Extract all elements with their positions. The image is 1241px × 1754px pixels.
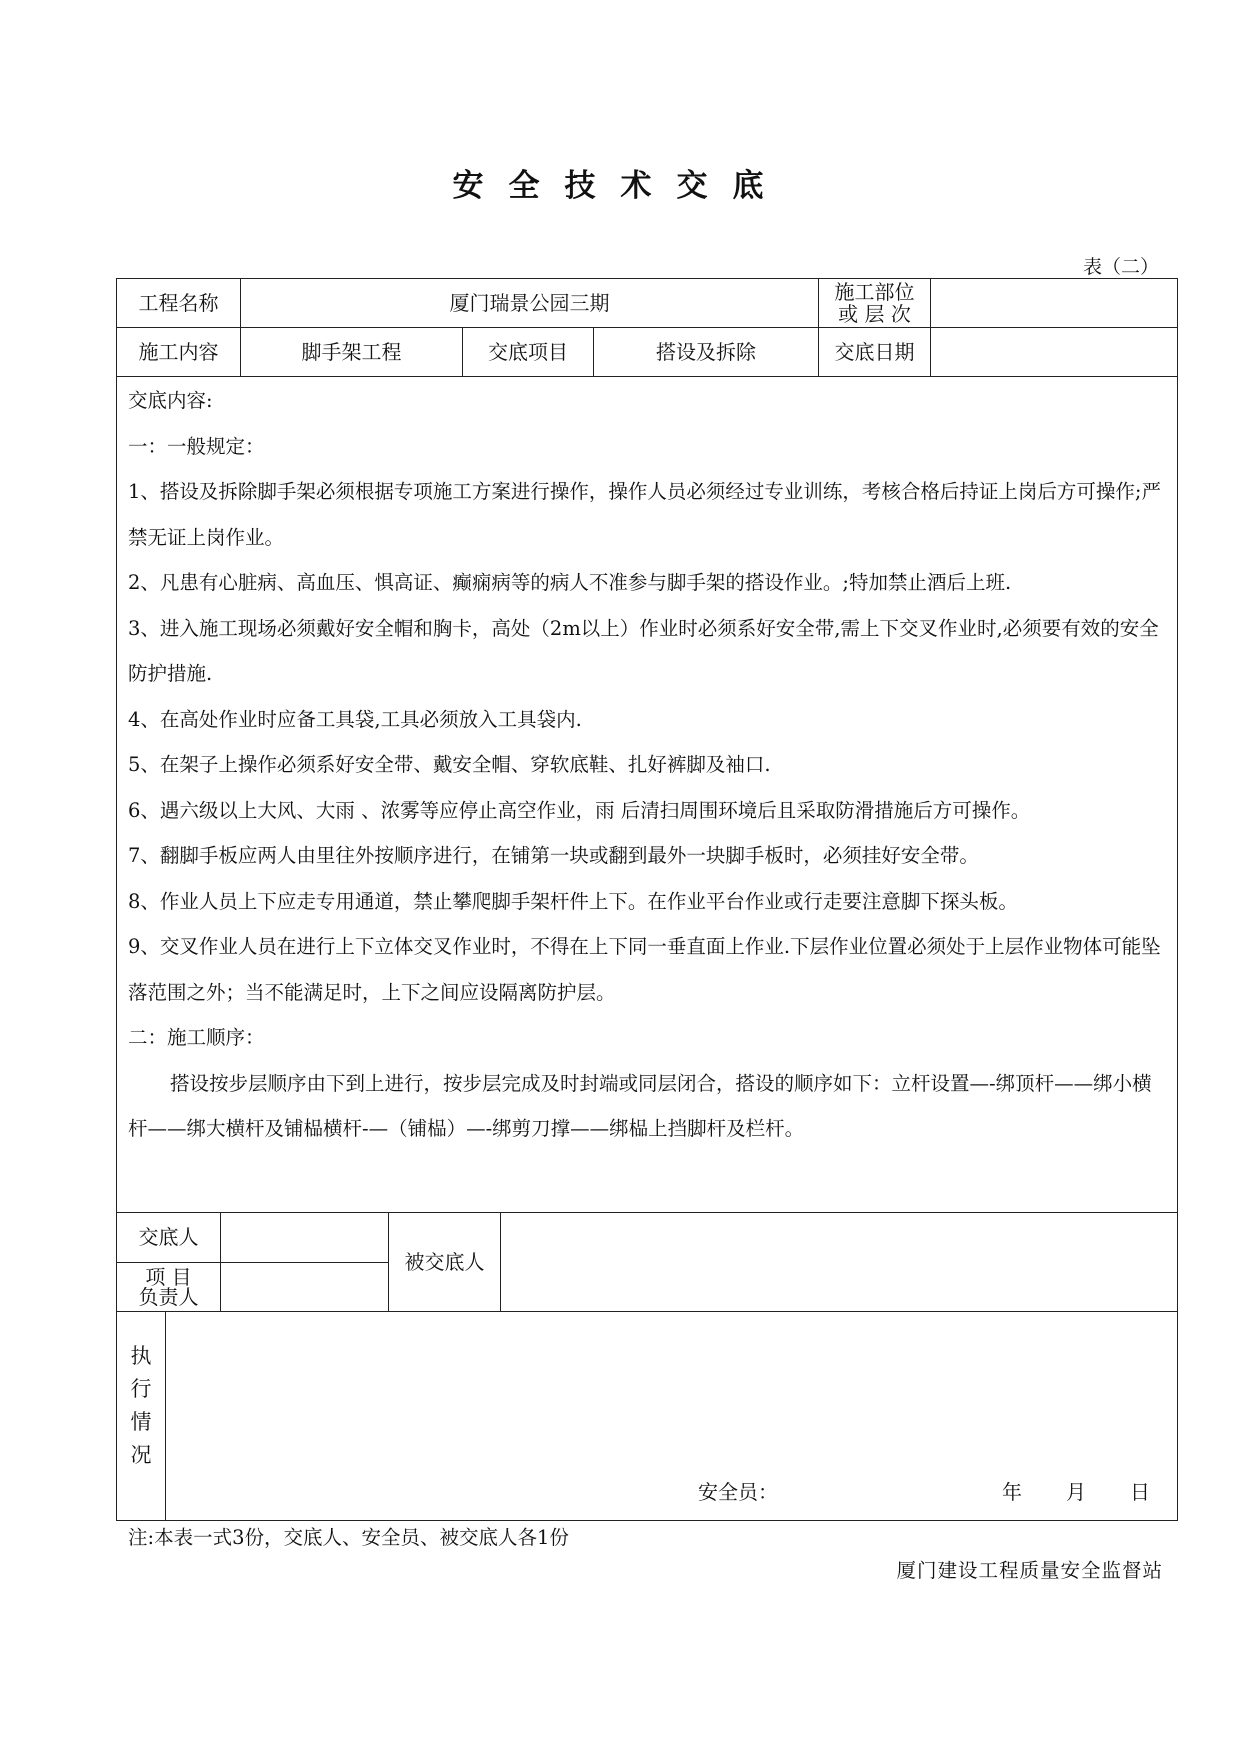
discloser-signature-field[interactable] — [221, 1213, 388, 1261]
rule-item: 2、凡患有心脏病、高血压、惧高证、癫痫病等的病人不准参与脚手架的搭设作业。;特加禁止酒后上班. — [128, 571, 1012, 594]
date-value — [931, 328, 1177, 376]
disclosure-content — [128, 378, 1168, 1152]
project-name-value: 厦门瑞景公园三期 — [449, 291, 610, 315]
location-label: 施工部位 或 层 次 — [834, 280, 915, 326]
item-label: 交底项目 — [488, 340, 568, 364]
issuing-organization: 厦门建设工程质量安全监督站 — [896, 1559, 1163, 1582]
discloser-label: 交底人 — [138, 1225, 199, 1249]
rule-item: 5、在架子上操作必须系好安全带、戴安全帽、穿软底鞋、扎好裤脚及袖口. — [128, 753, 771, 776]
content-label: 施工内容 — [138, 340, 219, 364]
footer-note: 注:本表一式3份，交底人、安全员、被交底人各1份 — [128, 1526, 569, 1549]
receiver-label: 被交底人 — [404, 1250, 485, 1274]
location-value — [931, 279, 1177, 327]
rule-item: 6、遇六级以上大风、大雨 、浓雾等应停止高空作业，雨 后清扫周围环境后且采取防滑措施后方可操作。 — [128, 798, 1031, 822]
form-number: 表（二） — [1082, 256, 1159, 278]
content-value: 脚手架工程 — [301, 340, 402, 364]
year-label: 年 — [1002, 1480, 1022, 1504]
rule-item: 9、交叉作业人员在进行上下立体交叉作业时，不得在上下同一垂直面上作业.下层作业位置必须处于上层作业物体可能坠落范围之外；当不能满足时，上下之间应设隔离防护层。 — [128, 935, 1161, 1004]
manager-signature-field[interactable] — [221, 1263, 388, 1311]
section-sequence-title: 二：施工顺序： — [128, 1026, 265, 1049]
project-name-label: 工程名称 — [138, 291, 219, 315]
rule-item: 4、在高处作业时应备工具袋,工具必须放入工具袋内. — [128, 707, 582, 731]
project-manager-label: 项 目 负责人 — [138, 1265, 199, 1309]
day-label: 日 — [1130, 1480, 1150, 1504]
rule-item: 3、进入施工现场必须戴好安全帽和胸卡，高处（2m以上）作业时必须系好安全带,需上下交叉作业时,必须要有效的安全防护措施. — [128, 616, 1159, 685]
page-title: 安全技术交底 — [452, 168, 789, 204]
rule-item: 1、搭设及拆除脚手架必须根据专项施工方案进行操作，操作人员必须经过专业训练，考核合格后持证上岗后方可操作;严禁无证上岗作业。 — [128, 480, 1161, 549]
date-label: 交底日期 — [834, 340, 915, 364]
receiver-signature-field[interactable] — [501, 1213, 1177, 1311]
execution-label: 执 行 情 况 — [130, 1344, 152, 1467]
rule-item: 7、翻脚手板应两人由里往外按顺序进行，在铺第一块或翻到最外一块脚手板时，必须挂好安全带。 — [128, 844, 979, 867]
item-value: 搭设及拆除 — [656, 340, 756, 364]
section-general-title: 一：一般规定： — [128, 434, 265, 458]
content-heading: 交底内容: — [128, 389, 213, 412]
rule-item: 8、作业人员上下应走专用通道，禁止攀爬脚手架杆件上下。在作业平台作业或行走要注意脚下探头板。 — [128, 889, 1018, 913]
month-label: 月 — [1066, 1480, 1086, 1504]
construction-sequence: 搭设按步层顺序由下到上进行，按步层完成及时封端或同层闭合，搭设的顺序如下：立杆设置—-绑顶杆——绑小横杆——绑大横杆及铺榀横杆-—（铺榀）—-绑剪刀撑——绑榀上挡脚杆及栏杆。 — [128, 1071, 1152, 1140]
safety-officer-label: 安全员： — [698, 1480, 778, 1504]
